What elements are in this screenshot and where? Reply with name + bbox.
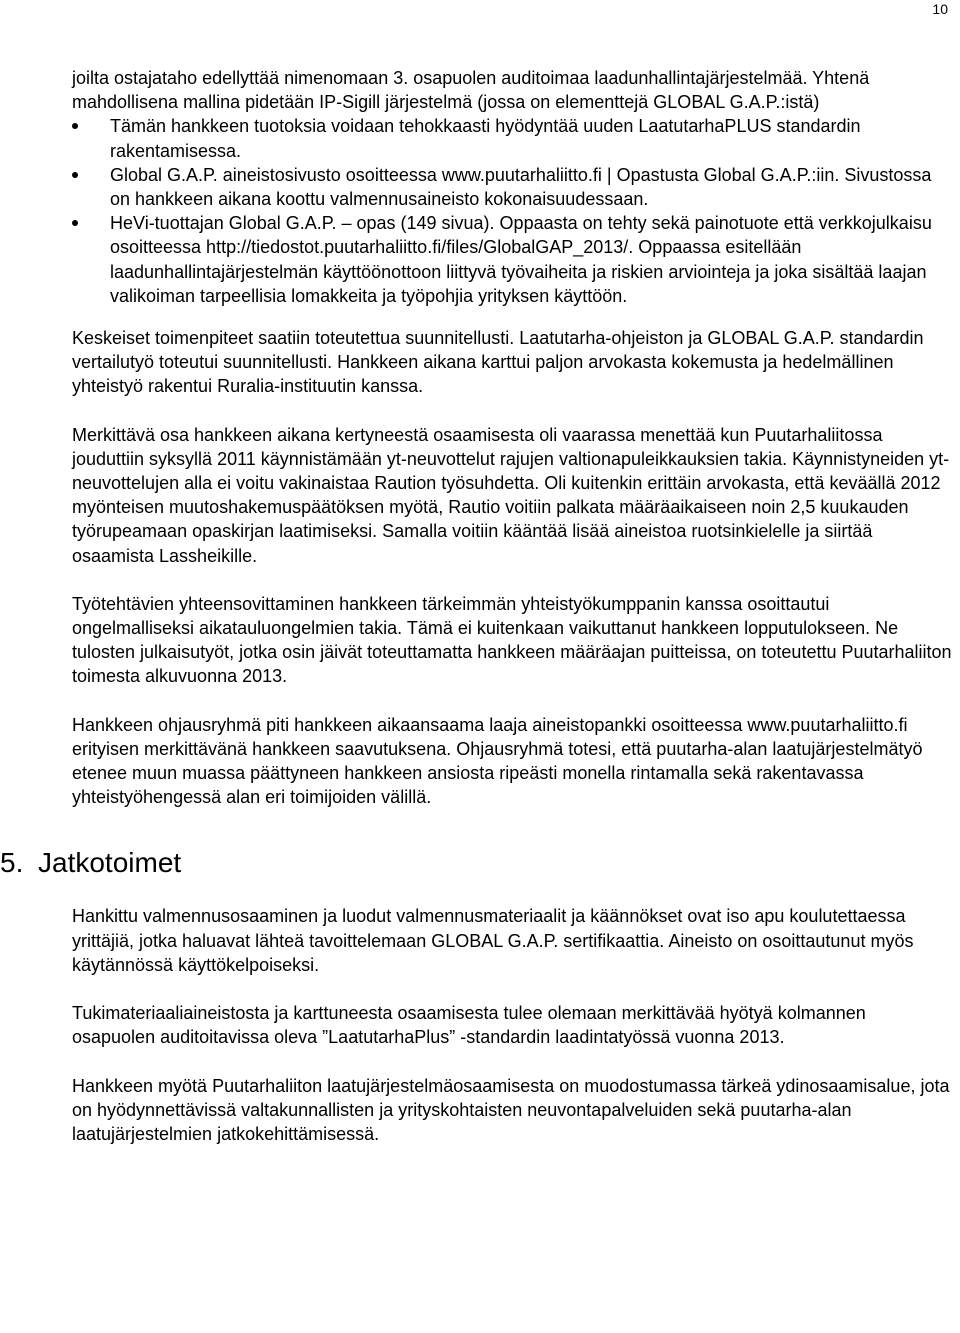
paragraph: Työtehtävien yhteensovittaminen hankkeen tärkeimmän yhteistyökumppanin kanssa osoittautui ongelmalliseksi aikatauluongelmien takia. Tämä ei kuitenkaan vaikuttanut hankkeen lopputulokseen. Ne tulosten julkaisutyöt, jotka osin jäivät toteuttamatta hankkeen määräajan puitteissa, on toteutettu Puutarhaliiton toimesta alkuvuonna 2013. bbox=[72, 593, 952, 687]
section-number: 5. bbox=[0, 847, 24, 879]
paragraph: Hankkeen myötä Puutarhaliiton laatujärjestelmäosaamisesta on muodostumassa tärkeä ydinosaamisalue, jota on hyödynnettävissä valtakunnallisten ja yrityskohtaisten neuvontapalveluiden sekä puutarha-alan laatujärjestelmien jatkokehittämisessä. bbox=[72, 1075, 950, 1144]
bullet-dot-icon bbox=[72, 220, 78, 226]
section-title: Jatkotoimet bbox=[38, 847, 182, 879]
list-item bbox=[72, 211, 952, 308]
list-item-text: HeVi-tuottajan Global G.A.P. – opas (149 sivua). Oppaasta on tehty sekä painotuote että verkkojulkaisu osoitteessa http://tiedostot.puutarhaliitto.fi/files/GlobalGAP_2013/. Oppaassa esitellään laadunhallintajärjestelmän käyttöönottoon liittyvä työvaiheita ja riskien arviointeja ja joka sisältää laajan valikoiman tarpeellisia lomakkeita ja työpohjia yrityksen käyttöön. bbox=[110, 213, 932, 306]
paragraph: Hankkeen ohjausryhmä piti hankkeen aikaansaama laaja aineistopankki osoitteessa www.puutarhaliitto.fi erityisen merkittävänä hankkeen saavutuksena. Ohjausryhmä totesi, että puutarha-alan laatujärjestelmätyö etenee muun muassa päättyneen hankkeen ansiosta ripeästi monella rintamalla sekä rakentavassa yhteistyöhengessä alan eri toimijoiden välillä. bbox=[72, 714, 923, 808]
section-heading bbox=[0, 846, 952, 880]
list-item bbox=[72, 114, 952, 162]
paragraph: Hankittu valmennusosaaminen ja luodut valmennusmateriaalit ja käännökset ovat iso apu koulutettaessa yrittäjiä, jotka haluavat lähteä tavoittelemaan GLOBAL G.A.P. sertifikaattia. Aineisto on osoittautunut myös käytännössä käyttökelpoiseksi. bbox=[72, 906, 914, 975]
page-number: 10 bbox=[932, 1, 948, 17]
paragraph: Keskeiset toimenpiteet saatiin toteutettua suunnitellusti. Laatutarha-ohjeiston ja GLOBAL G.A.P. standardin vertailutyö toteutui suunnitellusti. Hankkeen aikana karttui paljon arvokasta kokemusta ja hedelmällinen yhteistyö rakentui Ruralia-instituutin kanssa. bbox=[72, 328, 924, 397]
document-body bbox=[0, 66, 952, 1146]
paragraph: Merkittävä osa hankkeen aikana kertyneestä osaamisesta oli vaarassa menettää kun Puutarhaliitossa jouduttiin syksyllä 2011 käynnistämään yt-neuvottelut rajujen valtionapuleikkauksien takia. Käynnistyneiden yt-neuvottelujen alla ei voitu vakinaistaa Raution työsuhdetta. Oli kuitenkin erittäin arvokasta, että keväällä 2012 myönteisen muutoshakemuspäätöksen myötä, Rautio voitiin palkata määräaikaiseen noin 2,5 kuukauden työrupeamaan opaskirjan laatimiseksi. Samalla voitiin kääntää lisää aineistoa ruotsinkielelle ja siirtää osaamista Lassheikille. bbox=[72, 424, 950, 566]
list-item-text: Global G.A.P. aineistosivusto osoitteessa www.puutarhaliitto.fi | Opastusta Global G.A.P.:iin. Sivustossa on hankkeen aikana koottu valmennusaineisto kokonaisuudessaan. bbox=[110, 164, 932, 210]
list-item bbox=[72, 163, 952, 211]
bullet-dot-icon bbox=[72, 123, 78, 129]
intro-continuation: joilta ostajataho edellyttää nimenomaan 3. osapuolen auditoimaa laadunhallintajärjestelmää. Yhtenä mahdollisena mallina pidetään IP-Sigill järjestelmä (jossa on elementtejä GLOBAL G.A.P.:istä) bbox=[72, 68, 870, 113]
list-item-text: Tämän hankkeen tuotoksia voidaan tehokkaasti hyödyntää uuden LaatutarhaPLUS standardin rakentamisessa. bbox=[110, 116, 861, 161]
paragraph: Tukimateriaaliaineistosta ja karttuneesta osaamisesta tulee olemaan merkittävää hyötyä kolmannen osapuolen auditoitavissa oleva ”LaatutarhaPlus” -standardin laadintatyössä vuonna 2013. bbox=[72, 1003, 866, 1048]
bullet-dot-icon bbox=[72, 172, 78, 178]
bullet-list bbox=[72, 114, 952, 308]
